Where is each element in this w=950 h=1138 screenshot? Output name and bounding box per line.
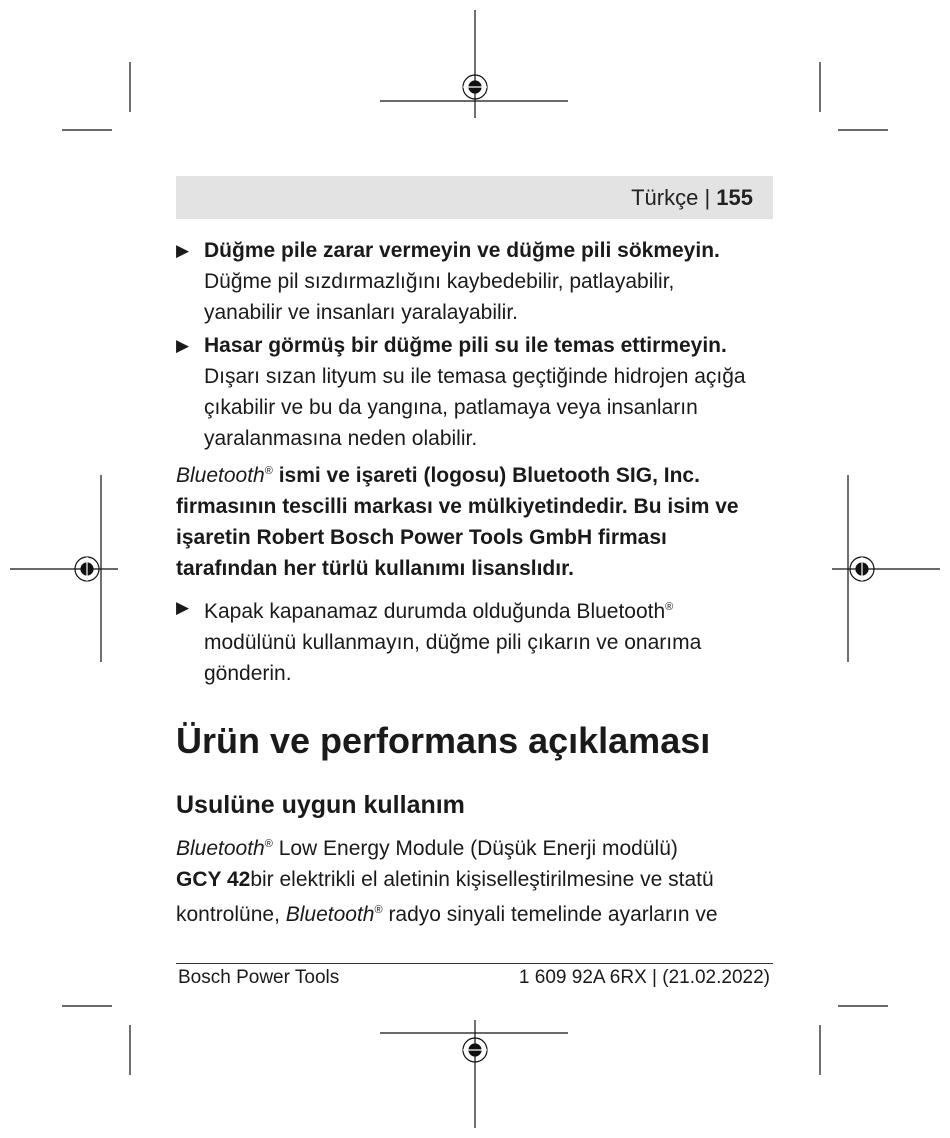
bullet-triangle-icon: ▶: [176, 598, 190, 617]
footer-rule: [176, 963, 773, 964]
intended-use-brand-1: Bluetooth: [176, 837, 265, 860]
trademark-line-4: tarafından her türlü kullanımı lisanslıdır.: [176, 557, 574, 580]
warning-bullet-1: [176, 235, 776, 328]
intended-use-text-4: radyo sinyali temelinde ayarların ve: [382, 903, 718, 926]
trademark-brand: Bluetooth: [176, 464, 265, 487]
trademark-line-3: işaretin Robert Bosch Power Tools GmbH firması: [176, 526, 667, 549]
registered-mark: ®: [264, 838, 273, 850]
intended-use-paragraph: [176, 829, 776, 930]
warning-3-line-1: Kapak kapanamaz durumda olduğunda Bluetooth: [204, 600, 666, 623]
trademark-line-1: ismi ve işareti (logosu) Bluetooth SIG, Inc.: [272, 464, 700, 487]
trademark-line-2: firmasının tescilli markası ve mülkiyetindedir. Bu isim ve: [176, 495, 739, 518]
registered-mark: ®: [264, 465, 273, 477]
page-header: [176, 176, 773, 219]
bullet-triangle-icon: ▶: [176, 241, 190, 260]
page-number: 155: [716, 185, 753, 210]
warning-1-line-1: Düğme pil sızdırmazlığını kaybedebilir, patlayabilir,: [204, 270, 675, 293]
model-number: GCY 42: [176, 868, 251, 891]
warning-1-title: Düğme pile zarar vermeyin ve düğme pili sökmeyin.: [204, 239, 720, 262]
warning-2-line-1: Dışarı sızan lityum su ile temasa geçtiğinde hidrojen açığa: [204, 365, 746, 388]
warning-2-title: Hasar görmüş bir düğme pili su ile temas ettirmeyin.: [204, 334, 727, 357]
warning-2-line-3: yaralanmasına neden olabilir.: [204, 427, 478, 450]
intended-use-text-2: bir elektrikli el aletinin kişiselleştirilmesine ve statü: [250, 868, 714, 891]
page-content: [176, 235, 776, 930]
registered-mark: ®: [374, 904, 383, 916]
bullet-triangle-icon: ▶: [176, 336, 190, 355]
warning-2-line-2: çıkabilir ve bu da yangına, patlamaya veya insanların: [204, 396, 698, 419]
section-title: Ürün ve performans açıklaması: [176, 720, 711, 761]
footer-doc-id: 1 609 92A 6RX | (21.02.2022): [518, 967, 770, 988]
intended-use-text-1: Low Energy Module (Düşük Enerji modülü): [272, 837, 678, 860]
header-separator: |: [698, 185, 717, 210]
warning-1-line-2: yanabilir ve insanları yaralayabilir.: [204, 301, 518, 324]
registered-mark: ®: [665, 601, 674, 613]
warning-3-line-3: gönderin.: [204, 662, 292, 685]
footer-publisher: Bosch Power Tools: [178, 967, 340, 988]
intended-use-brand-2: Bluetooth: [285, 903, 375, 926]
warning-bullet-3: [176, 592, 776, 689]
trademark-notice: [176, 456, 776, 584]
subsection-title: Usulüne uygun kullanım: [176, 791, 465, 819]
header-language: Türkçe: [631, 185, 699, 210]
warning-bullet-2: [176, 330, 776, 454]
warning-3-line-2: modülünü kullanmayın, düğme pili çıkarın ve onarıma: [204, 631, 702, 654]
header-text: [631, 186, 753, 210]
intended-use-text-3: kontrolüne,: [176, 903, 286, 926]
